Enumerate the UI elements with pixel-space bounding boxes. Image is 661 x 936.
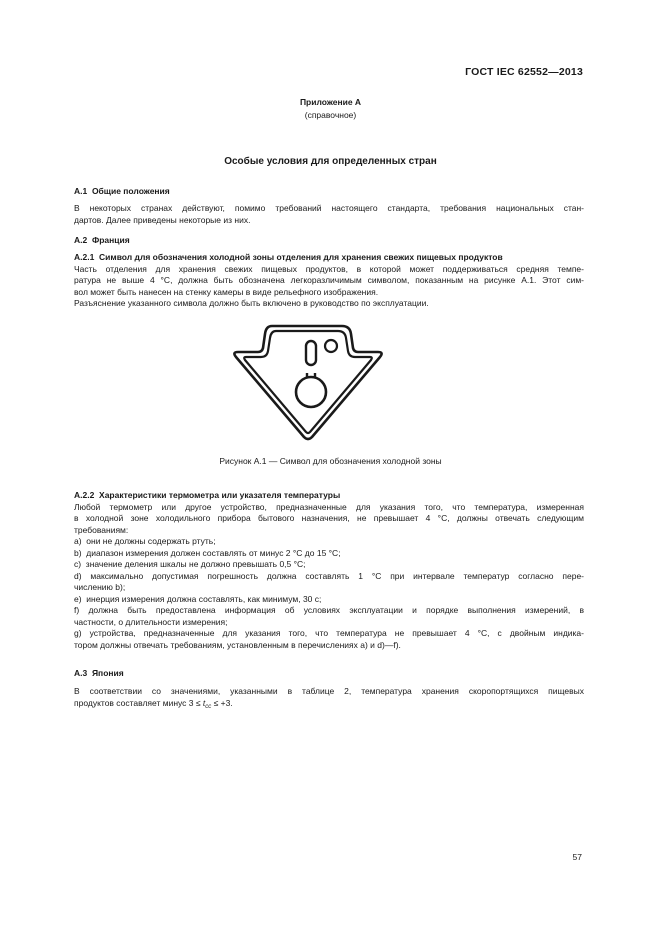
main-title: Особые условия для определенных стран — [224, 156, 437, 167]
paragraph-line: В некоторых странах действуют, помимо требований настоящего стандарта, требования национальных стан- — [74, 203, 584, 213]
section-a22 — [74, 490, 584, 651]
list-item-continuation: числению b); — [74, 582, 126, 592]
section-a3-heading: А.3 Япония — [74, 668, 124, 678]
section-a2 — [74, 235, 584, 247]
section-a22-heading: А.2.2 Характеристики термометра или указателя температуры — [74, 490, 341, 500]
list-item-continuation: частности, о длительности измерения; — [74, 616, 228, 627]
section-a1 — [74, 186, 584, 198]
section-a2-heading: А.2 Франция — [74, 235, 130, 245]
list-item: a) они не должны содержать ртуть; — [74, 536, 216, 546]
paragraph-line: дартов. Далее приведены некоторые из них. — [74, 214, 251, 225]
section-a21 — [74, 252, 584, 310]
list-item: c) значение деления шкалы не должно превышать 0,5 °С; — [74, 559, 306, 569]
section-a3 — [74, 668, 584, 680]
paragraph-line: Любой термометр или другое устройство, предназначенные для указания того, что температура, измеренная — [74, 501, 584, 512]
paragraph-line: в холодной зоне холодильного прибора бытового назначения, не превышает 4 °С, должны отвечать следующим — [74, 513, 584, 523]
annex-subtitle: (справочное) — [304, 110, 357, 120]
text-fragment: ≤ +3. — [211, 697, 233, 708]
section-a1-body — [74, 203, 584, 226]
temperature-subscript: cc — [205, 703, 212, 710]
figure-a1-caption: Рисунок А.1 — Символ для обозначения холодной зоны — [219, 456, 442, 466]
temperature-symbol: t — [202, 697, 206, 708]
section-a1-heading: А.1 Общие положения — [74, 186, 170, 196]
cold-zone-symbol-icon — [232, 322, 384, 442]
section-a21-heading: А.2.1 Символ для обозначения холодной зоны отделения для хранения свежих пищевых продуктов — [74, 252, 503, 262]
standard-designation: ГОСТ IEC 62552—2013 — [465, 66, 583, 78]
paragraph-line: В соответствии со значениями, указанными в таблице 2, температура хранения скоропортящихся пищевых — [74, 686, 584, 696]
list-item: b) диапазон измерения должен составлять от минус 2 °С до 15 °С; — [74, 547, 341, 558]
paragraph-line — [74, 698, 584, 714]
list-item: f) должна быть предоставлена информация об условиях эксплуатации и порядке выполнения измерений, в — [74, 605, 584, 615]
paragraph-line: требованиям: — [74, 524, 129, 535]
paragraph-line: вол может быть нанесен на стенку камеры в виде рельефного изображения. — [74, 286, 379, 297]
paragraph-line: Часть отделения для хранения свежих пищевых продуктов, в которой может поддерживаться средняя темпе- — [74, 263, 584, 274]
list-item-continuation: тором должны отвечать требованиям, установленным в перечислениях а) и d)—f). — [74, 639, 401, 650]
annex-title: Приложение А — [299, 97, 362, 107]
text-fragment: продуктов составляет минус 3 ≤ — [74, 697, 203, 708]
list-item: e) инерция измерения должна составлять, как минимум, 30 с; — [74, 593, 322, 604]
figure-a1 — [232, 322, 384, 442]
list-item: g) устройства, предназначенные для указания того, что температура не превышает 4 °С, с двойным индика- — [74, 628, 584, 638]
paragraph-line: Разъяснение указанного символа должно быть включено в руководство по эксплуатации. — [74, 298, 429, 308]
page-number: 57 — [572, 852, 582, 862]
list-item: d) максимально допустимая погрешность должна составлять 1 °С при интервале температур согласно пере- — [74, 570, 584, 581]
paragraph-line: ратура не выше 4 °С, должна быть обозначена легкоразличимым символом, показанным на рисунке А.1. Этот сим- — [74, 275, 584, 285]
section-a3-body — [74, 686, 584, 713]
